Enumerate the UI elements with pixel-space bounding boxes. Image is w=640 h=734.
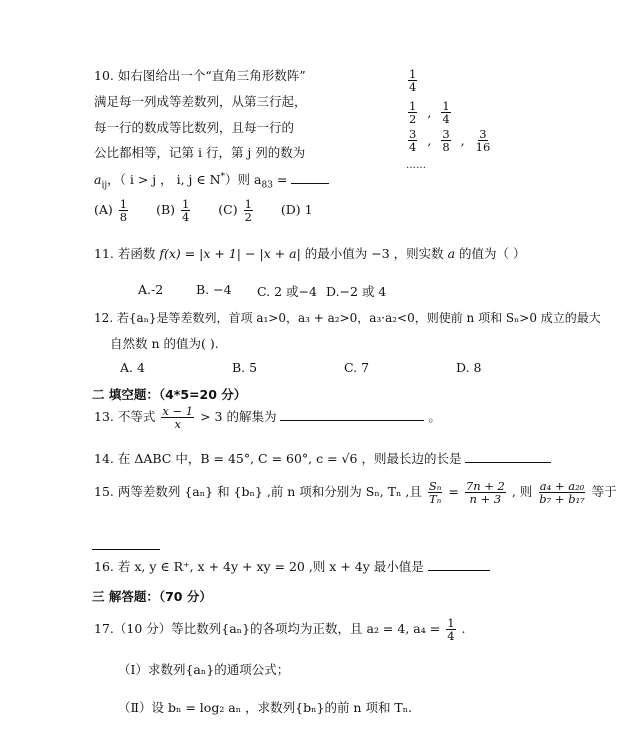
q14-answer-blank bbox=[465, 462, 551, 463]
q12-line2: 自然数 n 的值为( ). bbox=[110, 336, 219, 351]
tri-cell: $\frac{1}{2}$ bbox=[409, 99, 417, 127]
q16-answer-blank bbox=[428, 570, 490, 571]
q11-stem: 11. 若函数 f(x) = |x + 1| − |x + a| 的最小值为 −3 ，则实数 a 的值为（ ） bbox=[94, 246, 526, 261]
tri-cell: $\frac{1}{4}$ bbox=[409, 67, 417, 95]
q12-option-d: D. 8 bbox=[456, 360, 482, 375]
q12-line1: 12. 若{aₙ}是等差数列，首项 a₁>0，a₃ + a₂>0，a₃·a₂<0，则使前 n 项和 Sₙ>0 成立的最大 bbox=[94, 311, 601, 325]
tri-cell: $\frac{3}{16}$ bbox=[475, 127, 491, 155]
q16: 16. 若 x, y ∈ R⁺, x + 4y + xy = 20 ,则 x + 4y 最小值是 bbox=[94, 557, 490, 575]
q10-option-d: (D) 1 bbox=[280, 202, 313, 218]
q10-option-c: (C) $\frac{1}{2}$ bbox=[218, 197, 252, 225]
q10-option-b: (B) $\frac{1}{4}$ bbox=[156, 197, 190, 225]
q10-line5: $a_{ij}$，（ i > j ， i, j ∈ N*）则 $a_{83}$ = bbox=[94, 170, 329, 191]
q11-option-b: B. −4 bbox=[196, 282, 232, 297]
tri-cell: $\frac{3}{4}$ bbox=[409, 127, 417, 155]
q17-stem: 17.（10 分）等比数列{aₙ}的各项均为正数，且 a₂ = 4, a₄ = $\frac{1}{4}$ . bbox=[94, 616, 466, 644]
q14: 14. 在 ΔABC 中，B = 45°, C = 60°, c = √6 ，则最长边的长是 bbox=[94, 449, 551, 467]
section-answer-heading: 三 解答题：（70 分） bbox=[92, 589, 212, 604]
q10-line3: 每一行的数成等比数列，且每一行的 bbox=[94, 120, 295, 135]
q10-line4: 公比都相等，记第 i 行，第 j 列的数为 bbox=[94, 145, 306, 160]
q11-option-d: D.−2 或 4 bbox=[326, 284, 387, 299]
q10-options bbox=[94, 198, 313, 223]
q10-line2: 满足每一列成等差数列，从第三行起， bbox=[94, 94, 307, 109]
q17-part1: （Ⅰ）求数列{aₙ}的通项公式； bbox=[118, 662, 290, 677]
q15-answer-blank-wrap bbox=[92, 538, 160, 553]
tri-cell: $\frac{3}{8}$ bbox=[442, 127, 450, 155]
tri-cell: $\frac{1}{4}$ bbox=[442, 99, 450, 127]
q15: 15. 两等差数列 {aₙ} 和 {bₙ} ,前 n 项和分别为 Sₙ, Tₙ ,且 $\frac{\text{Sₙ}}{\text{Tₙ}}$ = $\frac{7n + 2}{n + 3}$ , 则 $\frac{\text{a₄ + a₂₀}}{\text{b₇ + b₁₇}}$ 等于 bbox=[94, 479, 617, 507]
q13-answer-blank bbox=[280, 420, 424, 421]
q10-answer-blank bbox=[291, 183, 329, 184]
q11-option-c: C. 2 或−4 bbox=[257, 284, 317, 299]
q11-option-a: A.-2 bbox=[138, 282, 164, 297]
q12-option-a: A. 4 bbox=[120, 360, 145, 375]
tri-dots: …… bbox=[406, 160, 426, 171]
q12-option-c: C. 7 bbox=[344, 360, 370, 375]
section-fill-in-heading: 二 填空题：（4*5=20 分） bbox=[92, 387, 247, 402]
q10-option-a: (A) $\frac{1}{8}$ bbox=[94, 197, 128, 225]
q17-part2: （Ⅱ）设 bₙ = log₂ aₙ ，求数列{bₙ}的前 n 项和 Tₙ. bbox=[118, 700, 413, 715]
q12-option-b: B. 5 bbox=[232, 360, 258, 375]
q13: 13. 不等式 $\frac{x - 1}{x}$ > 3 的解集为 。 bbox=[94, 404, 441, 432]
q15-answer-blank bbox=[92, 549, 160, 550]
q10-line1: 10. 如右图给出一个“直角三角形数阵” bbox=[94, 68, 306, 83]
